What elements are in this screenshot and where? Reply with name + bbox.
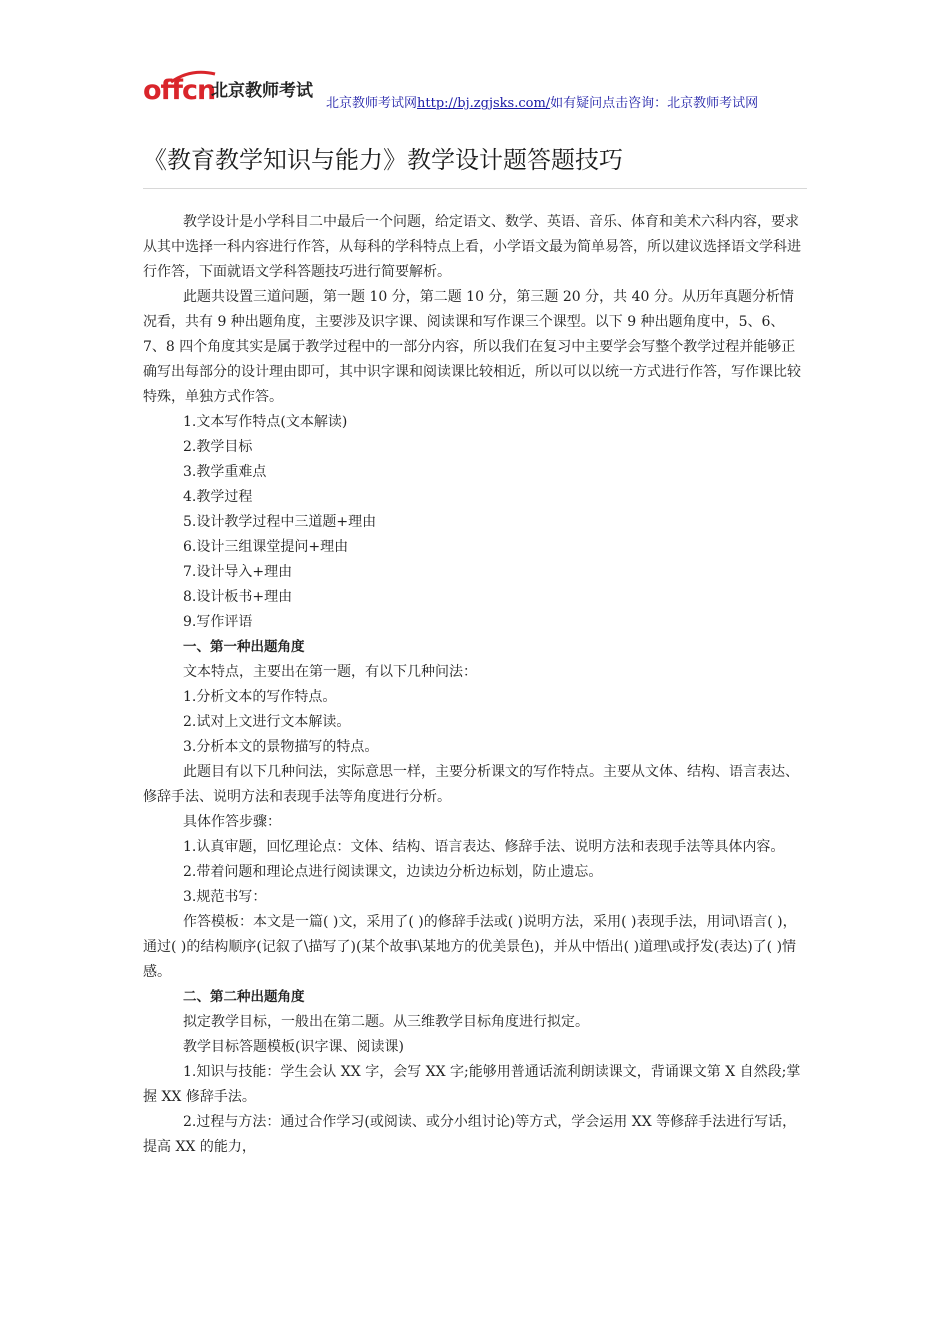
list-item: 9.写作评语 [183,614,253,630]
paragraph: 此题目有以下几种问法，实际意思一样，主要分析课文的写作特点。主要从文体、结构、语言表达、修辞手法、说明方法和表现手法等角度进行分析。 [143,764,799,805]
list-item: 3.规范书写： [183,889,267,905]
paragraph: 文本特点，主要出在第一题，有以下几种问法： [183,664,477,680]
list-item: 3.分析本文的景物描写的特点。 [183,739,379,755]
section-heading: 一、第一种出题角度 [183,639,305,655]
list-item: 1.文本写作特点(文本解读) [183,414,348,430]
section-heading: 二、第二种出题角度 [183,989,305,1005]
list-item: 4.教学过程 [183,489,253,505]
article-body [143,210,807,1160]
header-consult-text[interactable]: 如有疑问点击咨询：北京教师考试网 [550,96,759,111]
offcn-logo[interactable] [143,70,323,110]
list-item: 2.试对上文进行文本解读。 [183,714,351,730]
list-item: 6.设计三组课堂提问+理由 [183,539,349,555]
logo-chinese-text: 北京教师考试 [211,81,313,101]
paragraph: 拟定教学目标，一般出在第二题。从三维教学目标角度进行拟定。 [183,1014,589,1030]
list-item: 2.过程与方法：通过合作学习(或阅读、或分小组讨论)等方式，学会运用 XX 等修辞手法进行写话，提高 XX 的能力， [143,1114,797,1155]
logo-offcn-text: offcn [143,75,216,106]
list-item: 2.教学目标 [183,439,253,455]
list-item: 7.设计导入+理由 [183,564,293,580]
paragraph: 具体作答步骤： [183,814,281,830]
list-item: 1.认真审题，回忆理论点：文体、结构、语言表达、修辞手法、说明方法和表现手法等具体内容。 [183,839,785,855]
paragraph: 此题共设置三道问题，第一题 10 分，第二题 10 分，第三题 20 分，共 40 分。从历年真题分析情况看，共有 9 种出题角度，主要涉及识字课、阅读课和写作课三个课型。以下 9 种出题角度中，5、6、7、8 四个角度其实是属于教学过程中的一部分内容，所以我们在复习中主要学会写整个教学过程并能够正确写出每部分的设计理由即可，其中识字课和阅读课比较相近，所以可以以统一方式进行作答，写作课比较特殊，单独方式作答。 [143,289,801,405]
list-item: 1.知识与技能：学生会认 XX 字，会写 XX 字;能够用普通话流利朗读课文，背诵课文第 X 自然段;掌握 XX 修辞手法。 [143,1064,801,1105]
article-title: 《教育教学知识与能力》教学设计题答题技巧 [143,146,623,174]
title-divider [143,188,807,189]
header-site-link[interactable]: http://bj.zgjsks.com/ [417,96,551,111]
list-item: 3.教学重难点 [183,464,267,480]
header-site-name: 北京教师考试网 [326,96,418,111]
list-item: 2.带着问题和理论点进行阅读课文，边读边分析边标划，防止遗忘。 [183,864,603,880]
list-item: 1.分析文本的写作特点。 [183,689,337,705]
header-site-info [326,92,758,111]
paragraph: 教学目标答题模板(识字课、阅读课) [183,1039,404,1055]
page-header [143,70,823,110]
paragraph: 作答模板：本文是一篇( )文，采用了( )的修辞手法或( )说明方法，采用( )表现手法，用词\语言( )，通过( )的结构顺序(记叙了\描写了)(某个故事\某地方的优美景色)，并从中悟出( )道理\或抒发(表达)了( )情感。 [143,914,797,980]
list-item: 8.设计板书+理由 [183,589,293,605]
paragraph: 教学设计是小学科目二中最后一个问题，给定语文、数学、英语、音乐、体育和美术六科内容，要求从其中选择一科内容进行作答，从每科的学科特点上看，小学语文最为简单易答，所以建议选择语文学科进行作答，下面就语文学科答题技巧进行简要解析。 [143,214,801,280]
list-item: 5.设计教学过程中三道题+理由 [183,514,377,530]
